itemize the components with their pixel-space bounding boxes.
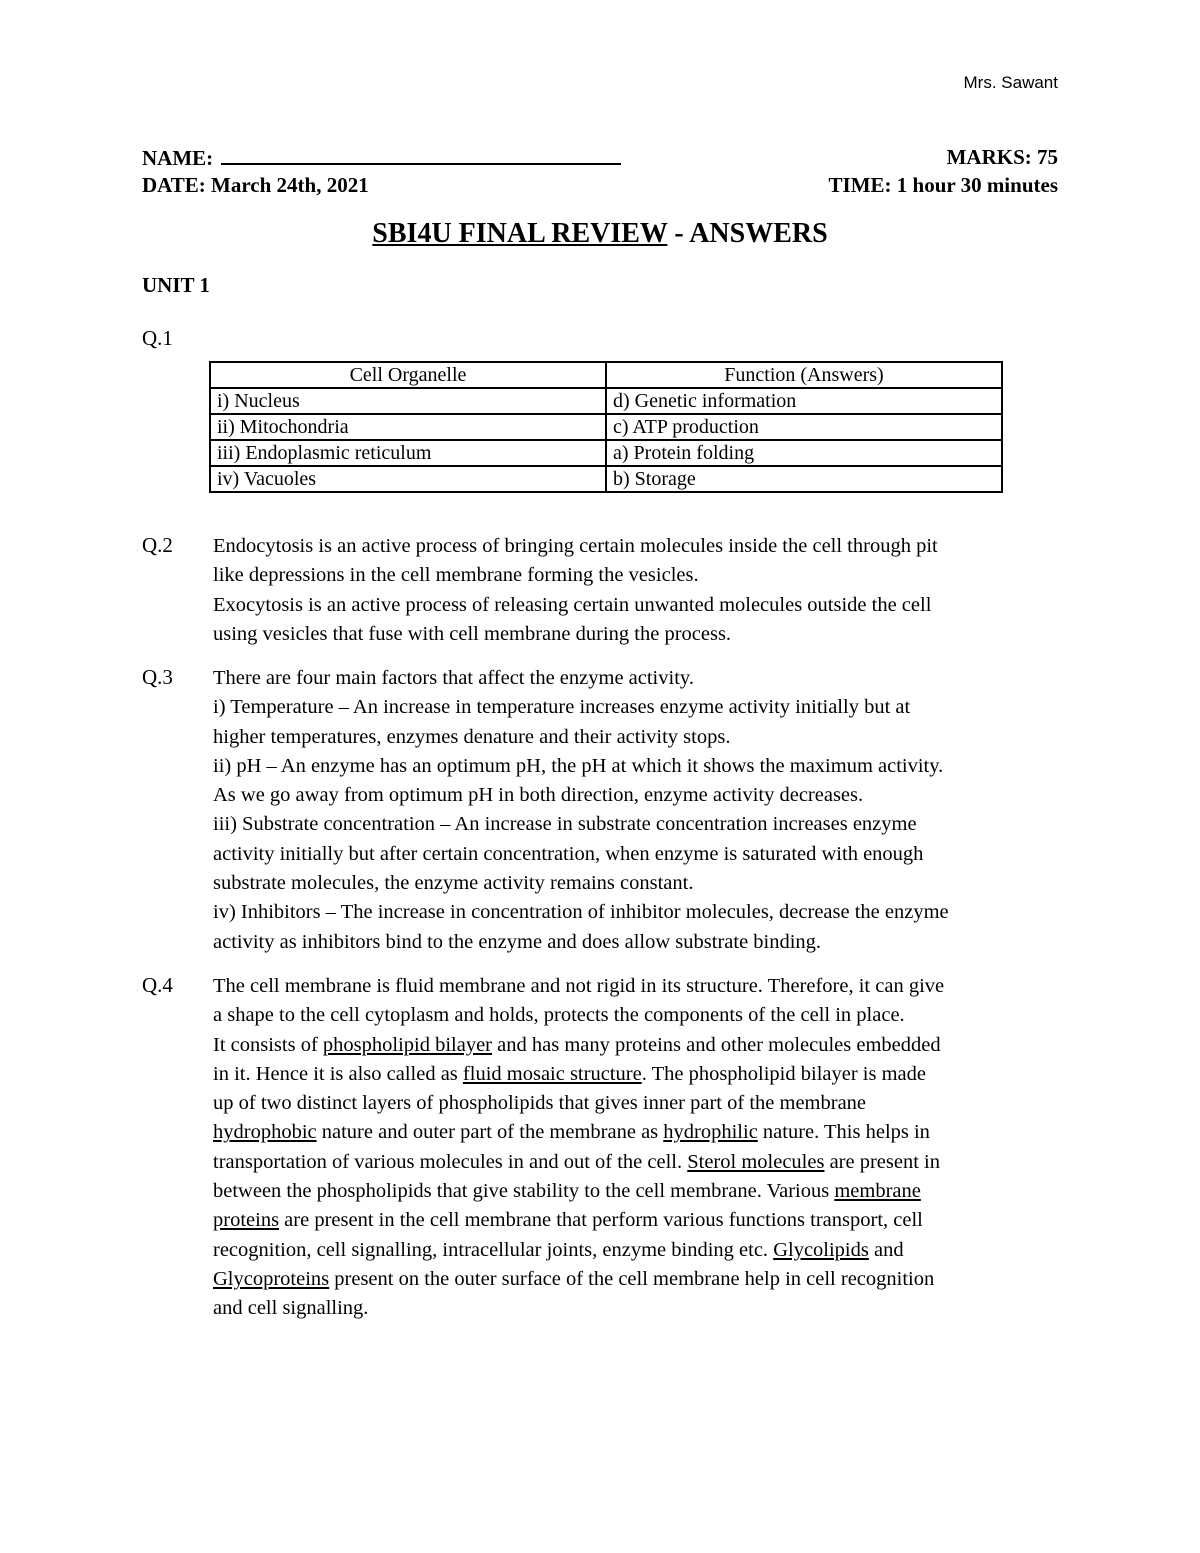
answer-line: like depressions in the cell membrane forming the vesicles.: [213, 564, 699, 587]
page-title: [0, 218, 1200, 250]
answer-line: [213, 1148, 1063, 1177]
q3-answer: [213, 664, 1063, 957]
table-cell: ii) Mitochondria: [210, 414, 606, 440]
table-row: [210, 466, 1002, 492]
name-label: NAME:: [142, 146, 214, 170]
answer-line: There are four main factors that affect the enzyme activity.: [213, 667, 694, 689]
text-span: and has many proteins and other molecules embedded: [492, 1033, 941, 1056]
teacher-name: Mrs. Sawant: [963, 73, 1058, 92]
text-span: nature. This helps in: [757, 1121, 930, 1144]
table-header-cell: Cell Organelle: [210, 362, 606, 388]
term-glycoproteins: Glycoproteins: [213, 1267, 330, 1290]
answer-line: The cell membrane is fluid membrane and not rigid in its structure. Therefore, it can give: [213, 975, 945, 997]
q4-label: Q.4: [142, 973, 173, 997]
term-sterol-molecules: Sterol molecules: [687, 1150, 825, 1173]
answer-line: activity initially but after certain concentration, when enzyme is saturated with enough: [213, 842, 924, 865]
answer-line: As we go away from optimum pH in both direction, enzyme activity decreases.: [213, 784, 864, 807]
answer-line: [213, 1206, 1063, 1235]
table-cell: iii) Endoplasmic reticulum: [210, 440, 606, 466]
q4-answer: [213, 972, 1063, 1324]
answer-line: using vesicles that fuse with cell membrane during the process.: [213, 622, 732, 645]
answer-line: iv) Inhibitors – The increase in concentration of inhibitor molecules, decrease the enzyme: [213, 901, 949, 924]
text-span: nature and outer part of the membrane as: [316, 1121, 664, 1144]
answer-line: [213, 1118, 1063, 1147]
q2-label: Q.2: [142, 533, 173, 557]
time-label: TIME: 1 hour 30 minutes: [828, 173, 1058, 197]
term-proteins: proteins: [213, 1209, 280, 1232]
table-cell: iv) Vacuoles: [210, 466, 606, 492]
answer-line: and cell signalling.: [213, 1297, 369, 1320]
answer-line: iii) Substrate concentration – An increase in substrate concentration increases enzyme: [213, 813, 917, 836]
name-field: [142, 145, 621, 171]
table-row: [210, 440, 1002, 466]
date-label: DATE: March 24th, 2021: [142, 173, 369, 197]
q3-label: Q.3: [142, 665, 173, 689]
answer-line: [213, 1236, 1063, 1265]
answer-line: [213, 1265, 1063, 1294]
table-cell: i) Nucleus: [210, 388, 606, 414]
title-suffix: - ANSWERS: [667, 218, 828, 249]
name-blank-line: [221, 145, 621, 165]
table-row: [210, 414, 1002, 440]
text-span: between the phospholipids that give stability to the cell membrane. Various: [213, 1180, 835, 1203]
q2-answer: [213, 532, 1063, 649]
table-cell: a) Protein folding: [606, 440, 1002, 466]
term-phospholipid-bilayer: phospholipid bilayer: [322, 1033, 493, 1056]
table-row: [210, 388, 1002, 414]
answer-line: [213, 1031, 1063, 1060]
answer-line: higher temperatures, enzymes denature and their activity stops.: [213, 725, 731, 748]
text-span: It consists of: [213, 1033, 323, 1056]
term-membrane: membrane: [834, 1180, 921, 1203]
table-header-row: [210, 362, 1002, 388]
text-span: in it. Hence it is also called as: [213, 1062, 463, 1085]
table-cell: b) Storage: [606, 466, 1002, 492]
text-span: . The phospholipid bilayer is made: [641, 1062, 926, 1085]
answer-line: substrate molecules, the enzyme activity remains constant.: [213, 872, 694, 895]
term-hydrophobic: hydrophobic: [213, 1121, 317, 1144]
answer-line: ii) pH – An enzyme has an optimum pH, the pH at which it shows the maximum activity.: [213, 754, 944, 777]
answer-line: [213, 1177, 1063, 1206]
text-span: transportation of various molecules in and out of the cell.: [213, 1150, 688, 1173]
table-header-cell: Function (Answers): [606, 362, 1002, 388]
text-span: recognition, cell signalling, intracellular joints, enzyme binding etc.: [213, 1238, 774, 1261]
term-glycolipids: Glycolipids: [773, 1238, 869, 1261]
table-cell: c) ATP production: [606, 414, 1002, 440]
text-span: and: [868, 1238, 904, 1261]
organelle-table: [209, 361, 1003, 493]
table-cell: d) Genetic information: [606, 388, 1002, 414]
answer-line: [213, 1060, 1063, 1089]
answer-line: Endocytosis is an active process of bringing certain molecules inside the cell through pit: [213, 535, 938, 557]
answer-line: Exocytosis is an active process of releasing certain unwanted molecules outside the cell: [213, 593, 932, 616]
answer-line: i) Temperature – An increase in temperature increases enzyme activity initially but at: [213, 696, 911, 719]
text-span: present on the outer surface of the cell membrane help in cell recognition: [329, 1267, 935, 1290]
answer-line: up of two distinct layers of phospholipids that gives inner part of the membrane: [213, 1092, 867, 1115]
answer-line: activity as inhibitors bind to the enzyme and does allow substrate binding.: [213, 930, 822, 953]
term-fluid-mosaic: fluid mosaic structure: [462, 1062, 642, 1085]
q1-label: Q.1: [142, 326, 173, 350]
answer-line: a shape to the cell cytoplasm and holds, protects the components of the cell in place.: [213, 1004, 905, 1027]
unit-heading: UNIT 1: [142, 273, 210, 297]
marks-label: MARKS: 75: [946, 145, 1058, 169]
term-hydrophilic: hydrophilic: [663, 1121, 758, 1144]
text-span: are present in the cell membrane that perform various functions transport, cell: [279, 1209, 923, 1232]
text-span: are present in: [824, 1150, 940, 1173]
title-main: SBI4U FINAL REVIEW: [372, 218, 668, 249]
